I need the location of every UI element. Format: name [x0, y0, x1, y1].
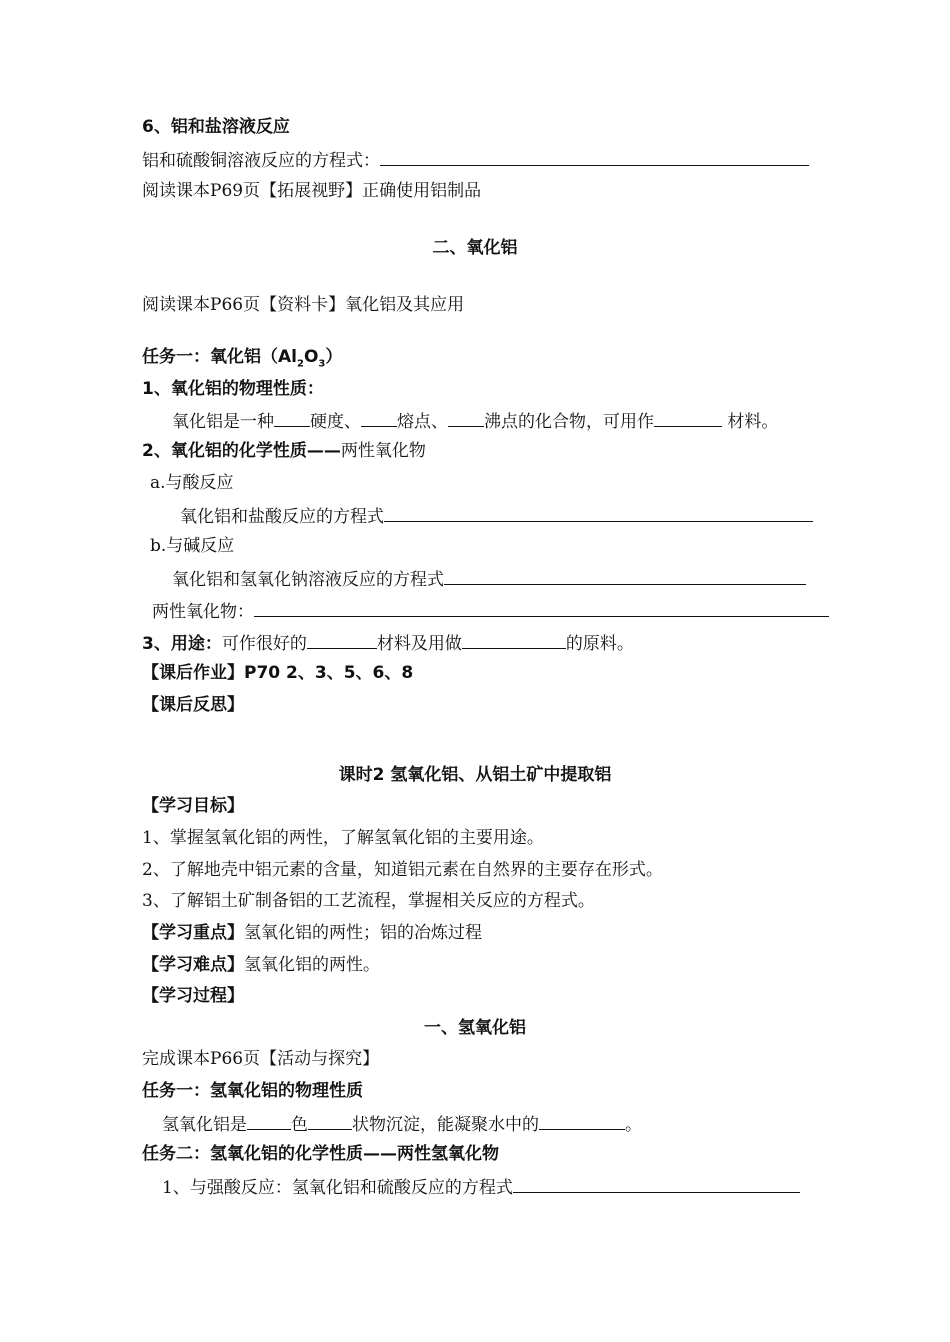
text-fragment: 氢氧化铝是: [162, 1115, 247, 1135]
chem-heading-normal: 两性氧化物: [340, 441, 426, 461]
homework-line: 【课后作业】P70 2、3、5、6、8: [142, 663, 414, 683]
reading-note-p66: 阅读课本P66页【资料卡】氧化铝及其应用: [142, 295, 465, 315]
learning-goals-heading: 【学习目标】: [142, 796, 244, 816]
physical-props-sentence: [172, 409, 778, 433]
answer-blank[interactable]: [444, 567, 806, 585]
acid-reaction-label: a.与酸反应: [150, 473, 234, 493]
answer-blank[interactable]: [513, 1175, 800, 1193]
answer-blank[interactable]: [462, 631, 566, 649]
al-cuso4-equation-prompt: 铝和硫酸铜溶液反应的方程式：: [142, 151, 380, 171]
subscript-2: 2: [296, 358, 304, 370]
task1-paren: ）: [325, 347, 343, 367]
goal-item-3: 3、了解铝土矿制备铝的工艺流程，掌握相关反应的方程式。: [142, 891, 595, 911]
answer-blank[interactable]: [380, 148, 809, 166]
reading-note-p69: 阅读课本P69页【拓展视野】正确使用铝制品: [142, 181, 482, 201]
uses-label: 3、用途：: [142, 634, 222, 654]
base-reaction-label: b.与碱反应: [150, 536, 235, 556]
text-fragment: 。: [625, 1115, 642, 1135]
answer-blank[interactable]: [308, 1112, 352, 1130]
key-points-text: 氢氧化铝的两性；铝的冶炼过程: [244, 923, 482, 943]
amphoteric-oxide-prompt: 两性氧化物：: [152, 602, 254, 622]
alumina-hcl-prompt: 氧化铝和盐酸反应的方程式: [180, 507, 384, 527]
text-fragment: 氧化铝是一种: [172, 412, 274, 432]
text-fragment: 熔点、: [397, 412, 448, 432]
strong-acid-prompt: 1、与强酸反应：氢氧化铝和硫酸反应的方程式: [162, 1178, 513, 1198]
answer-blank[interactable]: [274, 409, 310, 427]
text-fragment: 硬度、: [310, 412, 361, 432]
hydroxide-task1-title: 任务一：氢氧化铝的物理性质: [142, 1081, 363, 1101]
text-fragment: 沸点的化合物，可用作: [484, 412, 654, 432]
lesson2-title: 课时2 氢氧化铝、从铝土矿中提取铝: [338, 765, 612, 785]
amphoteric-oxide-line: [152, 599, 829, 623]
chem-heading-bold: 2、氧化铝的化学性质——: [142, 441, 341, 461]
section-title-hydroxide: 一、氢氧化铝: [424, 1018, 526, 1038]
answer-blank[interactable]: [254, 599, 829, 617]
difficulty-line: [142, 954, 380, 976]
goal-item-1: 1、掌握氢氧化铝的两性，了解氢氧化铝的主要用途。: [142, 828, 544, 848]
goal-item-2: 2、了解地壳中铝元素的含量，知道铝元素在自然界的主要存在形式。: [142, 860, 663, 880]
text-fragment: 材料及用做: [376, 634, 462, 654]
text-fragment: 的原料。: [565, 634, 634, 654]
heading-al-salt-reaction: 6、铝和盐溶液反应: [142, 117, 290, 137]
difficulty-label: 【学习难点】: [142, 955, 244, 975]
answer-blank[interactable]: [448, 409, 484, 427]
alumina-naoh-prompt: 氧化铝和氢氧化钠溶液反应的方程式: [172, 570, 444, 590]
task1-title: 任务一：氧化铝$(Al_2O_3)$: [142, 347, 343, 370]
alumina-naoh-line: [172, 567, 806, 591]
strong-acid-line: [162, 1175, 800, 1199]
reflection-heading: 【课后反思】: [142, 695, 244, 715]
al-cuso4-equation-line: [142, 148, 809, 172]
section-title-alumina: 二、氧化铝: [432, 238, 518, 258]
text-fragment: 材料。: [722, 412, 779, 432]
chemical-props-heading: [142, 440, 426, 462]
answer-blank[interactable]: [307, 631, 377, 649]
hydroxide-physical-sentence: [162, 1112, 642, 1136]
answer-blank[interactable]: [361, 409, 397, 427]
text-fragment: 状物沉淀，能凝聚水中的: [352, 1115, 539, 1135]
answer-blank[interactable]: [654, 409, 722, 427]
key-points-label: 【学习重点】: [142, 923, 244, 943]
answer-blank[interactable]: [384, 504, 813, 522]
difficulty-text: 氢氧化铝的两性。: [244, 955, 380, 975]
text-fragment: 可作很好的: [221, 634, 307, 654]
hydroxide-task2-title: 任务二：氢氧化铝的化学性质——两性氢氧化物: [142, 1144, 499, 1164]
process-heading: 【学习过程】: [142, 986, 244, 1006]
task1-label: 任务一：氧化铝（: [142, 347, 278, 367]
uses-line: [142, 631, 634, 655]
physical-props-heading: 1、氧化铝的物理性质：: [142, 379, 324, 399]
text-fragment: 色: [291, 1115, 308, 1135]
alumina-hcl-line: [180, 504, 813, 528]
activity-note: 完成课本P66页【活动与探究】: [142, 1049, 380, 1069]
answer-blank[interactable]: [539, 1112, 625, 1130]
subscript-3: 3: [318, 358, 326, 370]
answer-blank[interactable]: [247, 1112, 291, 1130]
key-points-line: [142, 922, 482, 944]
